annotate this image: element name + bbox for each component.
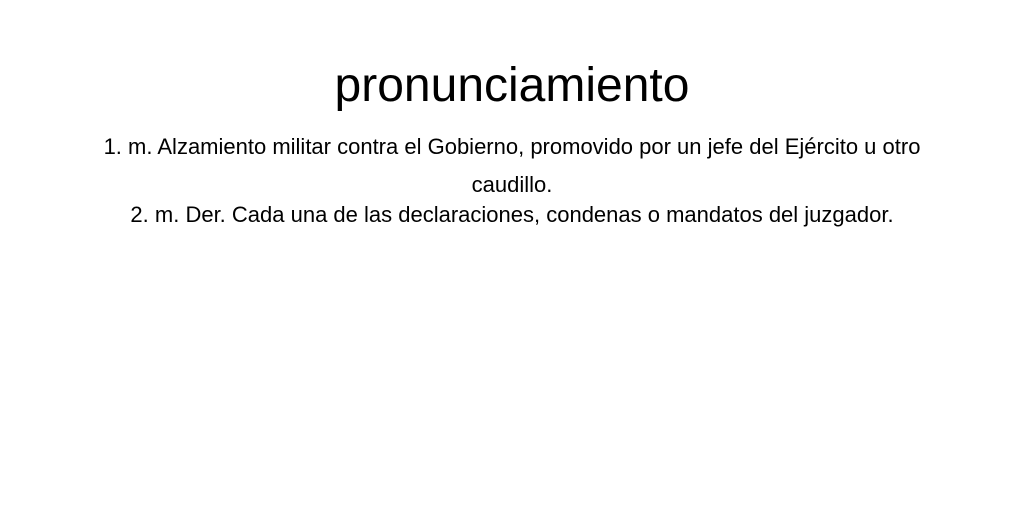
definition-text: m. Alzamiento militar contra el Gobierno, promovido por un jefe del Ejército u otro caudillo. — [128, 134, 921, 197]
definition-number: 1. — [103, 134, 122, 159]
definition-item — [62, 200, 962, 230]
definition-text: m. Der. Cada una de las declaraciones, condenas o mandatos del juzgador. — [154, 202, 894, 227]
definition-list — [62, 128, 962, 230]
definition-number: 2. — [130, 202, 149, 227]
definition-item — [62, 128, 962, 204]
headword: pronunciamiento — [334, 59, 690, 112]
